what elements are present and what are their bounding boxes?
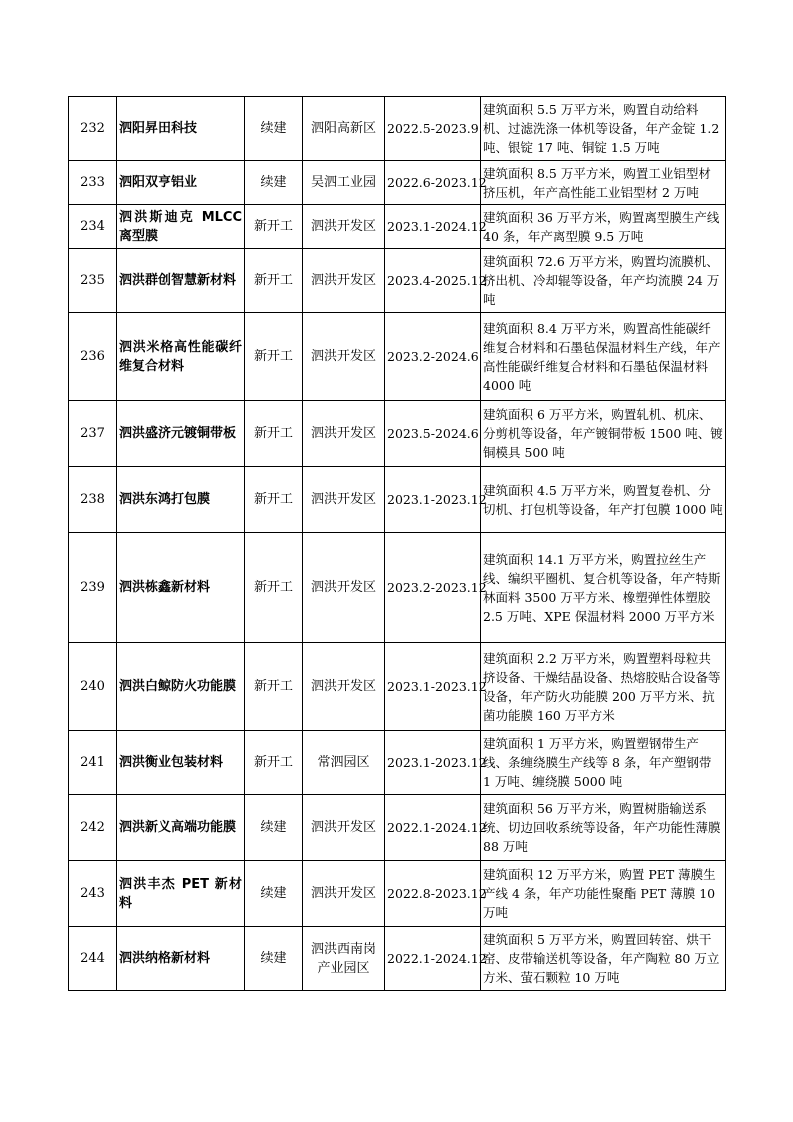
project-description: 建筑面积 5.5 万平方米，购置自动给料机、过滤洗涤一体机等设备，年产金锭 1.2 吨、银锭 17 吨、铜锭 1.5 万吨: [481, 97, 726, 161]
project-location: 泗洪西南岗产业园区: [303, 927, 385, 991]
project-name: 泗洪盛济元镀铜带板: [117, 401, 245, 467]
project-location: 泗洪开发区: [303, 313, 385, 401]
project-type: 续建: [245, 927, 303, 991]
project-type: 新开工: [245, 401, 303, 467]
table-row: [69, 249, 726, 313]
project-description: 建筑面积 2.2 万平方米，购置塑料母粒共挤设备、干燥结晶设备、热熔胶贴合设备等设备，年产防火功能膜 200 万平方米、抗菌功能膜 160 万平方米: [481, 643, 726, 731]
project-period: 2023.1-2024.12: [385, 205, 481, 249]
project-number: 241: [69, 731, 117, 795]
project-period: 2022.6-2023.12: [385, 161, 481, 205]
project-period: 2022.5-2023.9: [385, 97, 481, 161]
project-period: 2023.2-2023.12: [385, 533, 481, 643]
project-name: 泗洪衡业包装材料: [117, 731, 245, 795]
project-period: 2022.8-2023.12: [385, 861, 481, 927]
project-type: 新开工: [245, 205, 303, 249]
project-description: 建筑面积 4.5 万平方米，购置复卷机、分切机、打包机等设备，年产打包膜 1000 吨: [481, 467, 726, 533]
project-number: 232: [69, 97, 117, 161]
project-name: 泗洪群创智慧新材料: [117, 249, 245, 313]
project-number: 243: [69, 861, 117, 927]
project-description: 建筑面积 12 万平方米，购置 PET 薄膜生产线 4 条，年产功能性聚酯 PET 薄膜 10 万吨: [481, 861, 726, 927]
project-location: 泗洪开发区: [303, 401, 385, 467]
project-period: 2023.1-2023.12: [385, 731, 481, 795]
project-location: 泗洪开发区: [303, 205, 385, 249]
project-number: 244: [69, 927, 117, 991]
project-name: 泗洪丰杰 PET 新材料: [117, 861, 245, 927]
project-number: 233: [69, 161, 117, 205]
table-row: [69, 861, 726, 927]
table-row: [69, 731, 726, 795]
project-period: 2022.1-2024.12: [385, 795, 481, 861]
project-period: 2023.1-2023.12: [385, 467, 481, 533]
table-row: [69, 533, 726, 643]
project-name: 泗阳昇田科技: [117, 97, 245, 161]
project-type: 新开工: [245, 731, 303, 795]
project-number: 234: [69, 205, 117, 249]
project-period: 2023.5-2024.6: [385, 401, 481, 467]
project-location: 泗洪开发区: [303, 861, 385, 927]
project-name: 泗阳双亨铝业: [117, 161, 245, 205]
project-number: 240: [69, 643, 117, 731]
project-description: 建筑面积 56 万平方米，购置树脂输送系统、切边回收系统等设备，年产功能性薄膜 88 万吨: [481, 795, 726, 861]
project-location: 泗洪开发区: [303, 467, 385, 533]
table-row: [69, 927, 726, 991]
project-type: 续建: [245, 861, 303, 927]
project-period: 2022.1-2024.12: [385, 927, 481, 991]
project-location: 常泗园区: [303, 731, 385, 795]
project-name: 泗洪米格高性能碳纤维复合材料: [117, 313, 245, 401]
table-row: [69, 313, 726, 401]
project-name: 泗洪东鸿打包膜: [117, 467, 245, 533]
project-type: 新开工: [245, 467, 303, 533]
project-description: 建筑面积 72.6 万平方米，购置均流膜机、挤出机、冷却辊等设备，年产均流膜 24 万吨: [481, 249, 726, 313]
project-name: 泗洪白鲸防火功能膜: [117, 643, 245, 731]
table-row: [69, 467, 726, 533]
project-number: 242: [69, 795, 117, 861]
project-type: 新开工: [245, 249, 303, 313]
project-name: 泗洪斯迪克 MLCC 离型膜: [117, 205, 245, 249]
project-type: 新开工: [245, 643, 303, 731]
project-type: 新开工: [245, 533, 303, 643]
project-table: [68, 96, 726, 991]
project-type: 新开工: [245, 313, 303, 401]
project-description: 建筑面积 14.1 万平方米，购置拉丝生产线、编织平圈机、复合机等设备，年产特斯林面料 3500 万平方米、橡塑弹性体塑胶 2.5 万吨、XPE 保温材料 2000 万平方米: [481, 533, 726, 643]
table-row: [69, 643, 726, 731]
project-name: 泗洪纳格新材料: [117, 927, 245, 991]
project-period: 2023.2-2024.6: [385, 313, 481, 401]
table-row: [69, 205, 726, 249]
project-type: 续建: [245, 97, 303, 161]
project-number: 238: [69, 467, 117, 533]
project-description: 建筑面积 5 万平方米，购置回转窑、烘干窑、皮带输送机等设备，年产陶粒 80 万立方米、萤石颗粒 10 万吨: [481, 927, 726, 991]
project-period: 2023.4-2025.12: [385, 249, 481, 313]
table-row: [69, 161, 726, 205]
project-location: 泗洪开发区: [303, 643, 385, 731]
project-description: 建筑面积 8.4 万平方米，购置高性能碳纤维复合材料和石墨毡保温材料生产线，年产高性能碳纤维复合材料和石墨毡保温材料 4000 吨: [481, 313, 726, 401]
project-period: 2023.1-2023.12: [385, 643, 481, 731]
project-location: 泗洪开发区: [303, 795, 385, 861]
project-type: 续建: [245, 795, 303, 861]
project-number: 237: [69, 401, 117, 467]
table-row: [69, 97, 726, 161]
project-name: 泗洪新义高端功能膜: [117, 795, 245, 861]
project-location: 泗洪开发区: [303, 533, 385, 643]
project-description: 建筑面积 36 万平方米，购置离型膜生产线 40 条，年产离型膜 9.5 万吨: [481, 205, 726, 249]
project-location: 泗洪开发区: [303, 249, 385, 313]
project-number: 236: [69, 313, 117, 401]
project-description: 建筑面积 1 万平方米，购置塑钢带生产线、条缠绕膜生产线等 8 条，年产塑钢带 1 万吨、缠绕膜 5000 吨: [481, 731, 726, 795]
project-location: 吴泗工业园: [303, 161, 385, 205]
table-row: [69, 795, 726, 861]
project-type: 续建: [245, 161, 303, 205]
project-description: 建筑面积 6 万平方米，购置轧机、机床、分剪机等设备，年产镀铜带板 1500 吨、镀铜模具 500 吨: [481, 401, 726, 467]
project-number: 239: [69, 533, 117, 643]
project-description: 建筑面积 8.5 万平方米，购置工业铝型材挤压机，年产高性能工业铝型材 2 万吨: [481, 161, 726, 205]
project-location: 泗阳高新区: [303, 97, 385, 161]
table-row: [69, 401, 726, 467]
project-number: 235: [69, 249, 117, 313]
project-name: 泗洪栋鑫新材料: [117, 533, 245, 643]
